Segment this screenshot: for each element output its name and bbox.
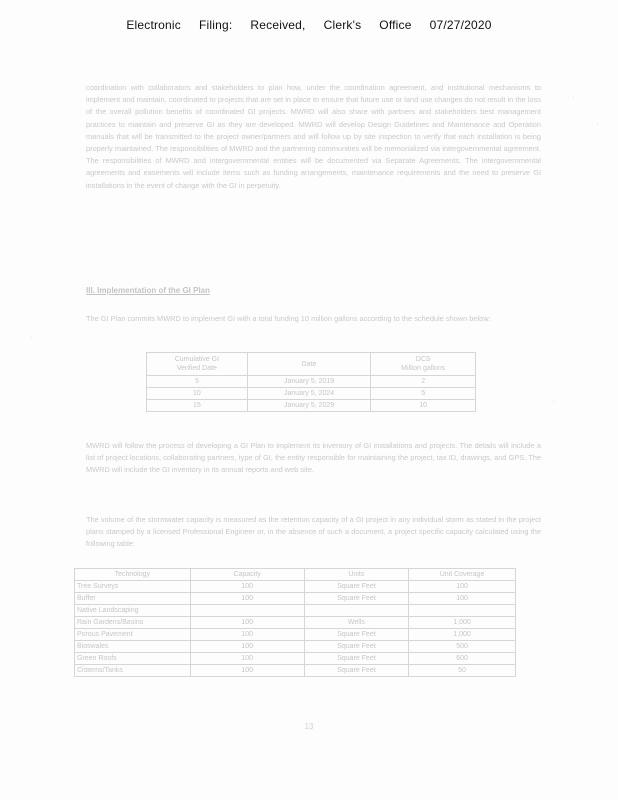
table-cell: Native Landscaping xyxy=(75,605,191,617)
table-row xyxy=(75,653,516,665)
table-header-row xyxy=(75,569,516,581)
stamp-date: 07/27/2020 xyxy=(429,18,492,32)
table-cell: 2 xyxy=(371,376,476,388)
table-cell: 100 xyxy=(190,665,304,677)
table-cell: Square Feet xyxy=(304,593,408,605)
table-cell: 100 xyxy=(190,593,304,605)
table-cell: 100 xyxy=(190,653,304,665)
table-row xyxy=(75,629,516,641)
paragraph-process: MWRD will follow the process of developing a GI Plan to implement its inventory of GI installations and projects. The details will include a list of project locations, collaborating partners, type of GI, the entity responsible for maintaining the project, tax ID, drawings, and GPS. The MWRD will include the GI inventory in its annual reports and web site. xyxy=(86,441,541,475)
table-cell: Rain Gardens/Basins xyxy=(75,617,191,629)
filing-stamp xyxy=(0,18,618,32)
table-cell: 100 xyxy=(409,581,516,593)
header-cell: Unit Coverage xyxy=(409,569,516,581)
table-cell: Cisterns/Tanks xyxy=(75,665,191,677)
table-cell: Green Roofs xyxy=(75,653,191,665)
stamp-word-received: Received, xyxy=(250,18,306,32)
header-cell: Cumulative GI Verified Date xyxy=(147,353,248,376)
header-cell: Technology xyxy=(75,569,191,581)
table-cell xyxy=(190,605,304,617)
table-cell: January 5, 2024 xyxy=(247,388,371,400)
table-cell: Tree Surveys xyxy=(75,581,191,593)
stamp-word-clerks: Clerk's xyxy=(323,18,362,32)
scan-speck: · xyxy=(572,92,575,102)
paragraph-schedule-intro: The GI Plan commits MWRD to implement GI with a total funding 10 million gallons according to the schedule shown below: xyxy=(86,314,491,323)
table-cell: January 5, 2019 xyxy=(247,376,371,388)
table-cell: Porous Pavement xyxy=(75,629,191,641)
table-cell: 100 xyxy=(409,593,516,605)
header-cell: Date xyxy=(247,353,371,376)
table-header-row xyxy=(147,353,476,376)
header-cell: DCS Million gallons xyxy=(371,353,476,376)
table-cell: Square Feet xyxy=(304,641,408,653)
table-cell: 10 xyxy=(147,388,248,400)
table-cell: 1,000 xyxy=(409,617,516,629)
table-row xyxy=(147,388,476,400)
table-cell: 100 xyxy=(190,629,304,641)
table-cell: 1,000 xyxy=(409,629,516,641)
stamp-word-office: Office xyxy=(379,18,412,32)
table-row xyxy=(75,641,516,653)
page-number: 13 xyxy=(304,722,314,731)
table-row xyxy=(75,605,516,617)
stamp-word-electronic: Electronic xyxy=(126,18,181,32)
table-cell: 5 xyxy=(147,376,248,388)
capacity-table xyxy=(74,568,516,677)
table-cell: Buffer xyxy=(75,593,191,605)
table-row xyxy=(75,593,516,605)
table-row xyxy=(147,400,476,412)
table-cell: Square Feet xyxy=(304,653,408,665)
table-cell: Wells xyxy=(304,617,408,629)
table-cell: 10 xyxy=(371,400,476,412)
stamp-word-filing: Filing: xyxy=(199,18,233,32)
paragraph-capacity: The volume of the stormwater capacity is measured as the retention capacity of a GI project in any individual storm as stated in the project plans stamped by a licensed Professional Engineer or, in the absence of such a document, a project specific capacity calculated using the following table: xyxy=(86,515,541,549)
header-cell: Units xyxy=(304,569,408,581)
section-heading: III. Implementation of the GI Plan xyxy=(86,286,211,295)
schedule-table xyxy=(146,352,476,412)
header-cell: Capacity xyxy=(190,569,304,581)
table-row xyxy=(75,581,516,593)
scan-speck: · xyxy=(30,332,33,342)
table-cell: January 5, 2029 xyxy=(247,400,371,412)
table-cell: 600 xyxy=(409,653,516,665)
table-row xyxy=(75,617,516,629)
table-row xyxy=(75,665,516,677)
table-cell: 5 xyxy=(371,388,476,400)
table-cell: 15 xyxy=(147,400,248,412)
table-cell: 100 xyxy=(190,581,304,593)
scan-speck: · xyxy=(596,118,599,128)
scan-speck: · xyxy=(552,396,555,406)
table-cell: Square Feet xyxy=(304,665,408,677)
table-cell: 100 xyxy=(190,617,304,629)
table-cell: Bioswales xyxy=(75,641,191,653)
table-cell xyxy=(409,605,516,617)
table-cell: 100 xyxy=(190,641,304,653)
table-cell: 500 xyxy=(409,641,516,653)
table-cell: Square Feet xyxy=(304,629,408,641)
table-cell xyxy=(304,605,408,617)
table-cell: Square Feet xyxy=(304,581,408,593)
table-row xyxy=(147,376,476,388)
paragraph-coordination: coordination with collaborators and stakeholders to plan how, under the coordination agreement, and institutional mechanisms to implement and maintain, coordinated to projects that are set in place to ensure that future use or land use changes do not result in the loss of the overall pollution benefits of coordinated GI projects. MWRD will also share with partners and stakeholders best management practices to maintain and preserve GI as they are developed. MWRD will develop Design Guidelines and Maintenance and Operation manuals that will be transmitted to the project owner/partners and will follow up by site inspection to verify that each installation is being properly maintained. The responsibilities of MWRD and the partnering communities will be memorialized via intergovernmental agreement. The responsibilities of MWRD and intergovernmental entities will be documented via Separate Agreements. The intergovernmental agreements and easements will include items such as funding arrangements, maintenance requirements and the need to preserve GI installations in the event of change with the GI in perpetuity. xyxy=(86,83,541,190)
table-cell: 50 xyxy=(409,665,516,677)
